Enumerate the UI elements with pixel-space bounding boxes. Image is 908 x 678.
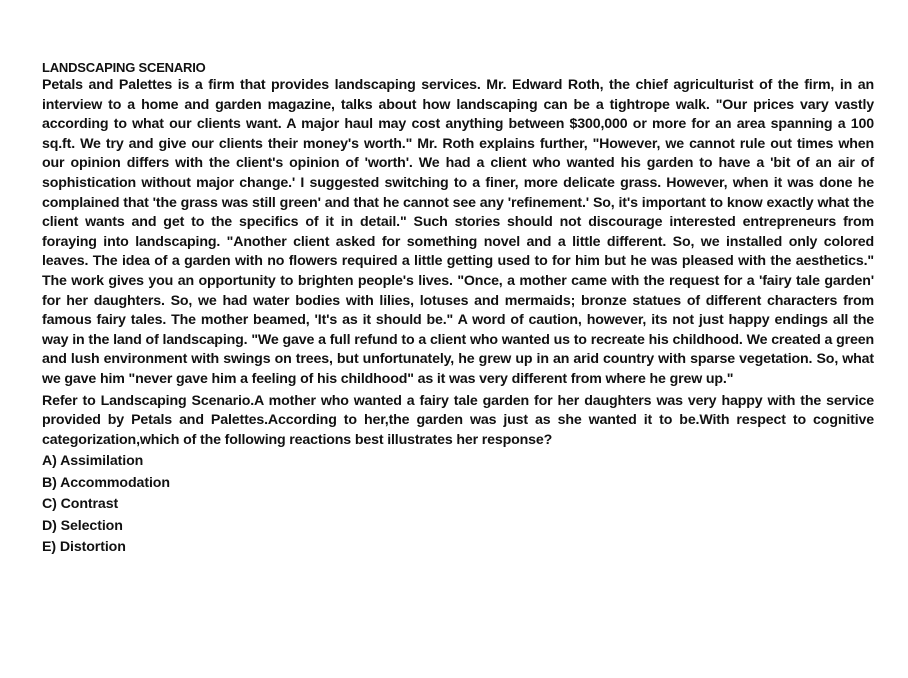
option-d[interactable]: D) Selection bbox=[42, 517, 123, 534]
option-a[interactable]: A) Assimilation bbox=[42, 453, 144, 470]
scenario-heading: LANDSCAPING SCENARIO bbox=[42, 60, 206, 75]
option-b[interactable]: B) Accommodation bbox=[42, 474, 170, 491]
option-e[interactable]: E) Distortion bbox=[42, 539, 126, 556]
question-stem: Refer to Landscaping Scenario.A mother who wanted a fairy tale garden for her daughters was very happy with the service provided by Petals and Palettes.According to her,the garden was just as she wanted it to be.With respect to cognitive categorization,which of the following reactions best illustrates her response? bbox=[42, 392, 874, 448]
option-c[interactable]: C) Contrast bbox=[42, 496, 119, 513]
scenario-passage: Petals and Palettes is a firm that provides landscaping services. Mr. Edward Roth, the chief agriculturist of the firm, in an interview to a home and garden magazine, talks about how landscaping can be a tightrope walk. "Our prices vary vastly according to what our clients want. A major haul may cost anything between $300,000 or more for an area spanning a 100 sq.ft. We try and give our clients their money's worth." Mr. Roth explains further, "However, we cannot rule out times when our opinion differs with the client's opinion of 'worth'. We had a client who wanted his garden to have a 'bit of an air of sophistication without major change.' I suggested switching to a finer, more delicate grass. However, when it was done he complained that 'the grass was still green' and that he cannot see any 'refinement.' So, it's important to know exactly what the client wants and get to the specifics of it in detail." Such stories should not discourage interested entrepreneurs from foraying into landscaping. "Another client asked for something novel and a little different. So, we installed only colored leaves. The idea of a garden with no flowers required a little getting used to for him but he was pleased with the aesthetics." The work gives you an opportunity to brighten people's lives. "Once, a mother came with the request for a 'fairy tale garden' for her daughters. So, we had water bodies with lilies, lotuses and mermaids; bronze statues of different characters from famous fairy tales. The mother beamed, 'It's as it should be." A word of caution, however, its not just happy endings all the way in the land of landscaping. "We gave a full refund to a client who wanted us to recreate his childhood. We created a green and lush environment with swings on trees, but unfortunately, he grew up in an arid country with sparse vegetation. So, what we gave him "never gave him a feeling of his childhood" as it was very different from where he grew up." bbox=[42, 77, 874, 387]
document-page bbox=[42, 60, 874, 559]
answer-options bbox=[42, 451, 874, 559]
